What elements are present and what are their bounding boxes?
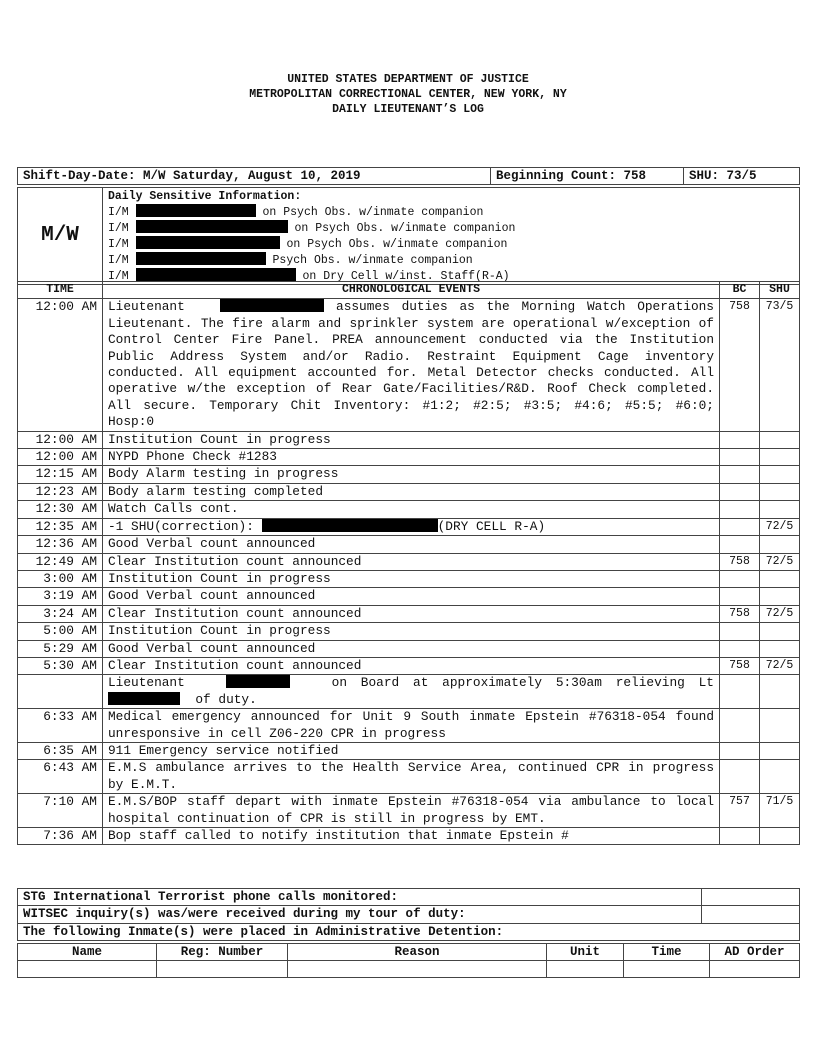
sensitive-line: I/M on Psych Obs. w/inmate companion — [108, 222, 516, 235]
log-event: Institution Count in progress — [103, 570, 720, 587]
log-bc: 758 — [720, 299, 760, 431]
log-shu — [760, 675, 800, 709]
log-bc — [720, 431, 760, 448]
ad-cell — [710, 961, 800, 978]
bc-header: BC — [720, 282, 760, 299]
table-row — [18, 553, 800, 570]
log-time: 12:00 AM — [18, 299, 103, 431]
log-time: 3:24 AM — [18, 605, 103, 622]
log-event: Watch Calls cont. — [103, 501, 720, 518]
redaction-block — [220, 299, 324, 312]
log-shu — [760, 501, 800, 518]
sensitive-line: I/M on Psych Obs. w/inmate companion — [108, 206, 484, 219]
log-event: 911 Emergency service notified — [103, 742, 720, 759]
log-shu — [760, 828, 800, 845]
document-header — [0, 72, 816, 117]
log-shu — [760, 742, 800, 759]
sensitive-info-table — [17, 187, 800, 285]
log-event: Good Verbal count announced — [103, 536, 720, 553]
table-row — [18, 299, 800, 431]
witsec-value — [702, 906, 800, 923]
header-log-title: DAILY LIEUTENANT’S LOG — [332, 103, 484, 116]
log-time: 12:36 AM — [18, 536, 103, 553]
log-shu — [760, 449, 800, 466]
ad-header-row — [18, 944, 800, 961]
log-shu: 71/5 — [760, 794, 800, 828]
ad-reason-header: Reason — [288, 944, 547, 961]
redaction-block — [262, 519, 438, 532]
ad-unit-header: Unit — [547, 944, 624, 961]
table-row — [18, 742, 800, 759]
log-bc — [720, 466, 760, 483]
log-shu — [760, 623, 800, 640]
redaction-block — [136, 252, 266, 265]
log-bc — [720, 536, 760, 553]
log-header-row — [18, 282, 800, 299]
ad-cell — [157, 961, 288, 978]
log-bc — [720, 828, 760, 845]
log-shu — [760, 570, 800, 587]
log-bc — [720, 501, 760, 518]
log-event: Lieutenant on Board at approximately 5:30am relieving Lt of duty. — [103, 675, 720, 709]
log-time: 5:30 AM — [18, 657, 103, 674]
log-time: 7:10 AM — [18, 794, 103, 828]
log-bc: 758 — [720, 657, 760, 674]
log-event: Clear Institution count announced — [103, 657, 720, 674]
log-bc — [720, 640, 760, 657]
admin-detention-label: The following Inmate(s) were placed in Administrative Detention: — [18, 923, 800, 940]
log-time: 6:35 AM — [18, 742, 103, 759]
redaction-block — [136, 268, 296, 281]
table-row — [18, 518, 800, 535]
ad-cell — [547, 961, 624, 978]
time-header: TIME — [18, 282, 103, 299]
log-event: E.M.S/BOP staff depart with inmate Epstein #76318-054 via ambulance to local hospital continuation of CPR is still in progress by EMT. — [103, 794, 720, 828]
log-event: Bop staff called to notify institution that inmate Epstein # — [103, 828, 720, 845]
beginning-count: Beginning Count: 758 — [491, 168, 684, 185]
log-event: Institution Count in progress — [103, 431, 720, 448]
log-bc — [720, 588, 760, 605]
log-bc — [720, 675, 760, 709]
shift-day-date: Shift-Day-Date: M/W Saturday, August 10, 2019 — [18, 168, 491, 185]
redaction-block — [136, 236, 280, 249]
ad-order-header: AD Order — [710, 944, 800, 961]
witsec-label: WITSEC inquiry(s) was/were received during my tour of duty: — [18, 906, 702, 923]
table-row — [18, 431, 800, 448]
table-row — [18, 588, 800, 605]
admin-detention-table — [17, 943, 800, 978]
log-event: Good Verbal count announced — [103, 640, 720, 657]
sensitive-line: I/M on Psych Obs. w/inmate companion — [108, 238, 508, 251]
chronological-log-table — [17, 281, 800, 845]
ad-cell — [18, 961, 157, 978]
log-event: Body alarm testing completed — [103, 483, 720, 500]
log-time: 6:33 AM — [18, 709, 103, 743]
log-time: 12:15 AM — [18, 466, 103, 483]
table-row — [18, 466, 800, 483]
log-time — [18, 675, 103, 709]
log-shu — [760, 640, 800, 657]
redaction-block — [136, 204, 256, 217]
header-agency: UNITED STATES DEPARTMENT OF JUSTICE — [287, 73, 529, 86]
sensitive-line: I/M Psych Obs. w/inmate companion — [108, 254, 473, 267]
table-row — [18, 605, 800, 622]
sensitive-title: Daily Sensitive Information: — [108, 190, 302, 203]
table-row — [18, 570, 800, 587]
table-row — [18, 657, 800, 674]
footer-table — [17, 888, 800, 941]
log-time: 12:49 AM — [18, 553, 103, 570]
shu-header: SHU — [760, 282, 800, 299]
table-row — [18, 961, 800, 978]
log-time: 6:43 AM — [18, 760, 103, 794]
table-row — [18, 501, 800, 518]
redaction-block — [136, 220, 288, 233]
ad-cell — [624, 961, 710, 978]
table-row — [18, 675, 800, 709]
stg-calls-value — [702, 889, 800, 906]
table-row — [18, 794, 800, 828]
ad-cell — [288, 961, 547, 978]
log-shu — [760, 709, 800, 743]
log-event: Institution Count in progress — [103, 623, 720, 640]
log-bc — [720, 449, 760, 466]
log-event: -1 SHU(correction): (DRY CELL R-A) — [103, 518, 720, 535]
log-time: 5:00 AM — [18, 623, 103, 640]
log-shu — [760, 466, 800, 483]
log-bc — [720, 483, 760, 500]
log-shu — [760, 483, 800, 500]
ad-name-header: Name — [18, 944, 157, 961]
table-row — [18, 623, 800, 640]
log-bc: 758 — [720, 605, 760, 622]
log-shu — [760, 536, 800, 553]
table-row — [18, 536, 800, 553]
log-event: Lieutenant assumes duties as the Morning Watch Operations Lieutenant. The fire alarm and sprinkler system are operational w/exception of Control Center Fire Panel. PREA announcement conducted via the Institution Public Address System and/or Radio. Restraint Equipment Cage inventory conducted. All equipment accounted for. Metal Detector checks conducted. All operative w/the exception of Rear Gate/Facilities/R&D. Roof Check completed. All secure. Temporary Chit Inventory: #1:2; #2:5; #3:5; #4:6; #5:5; #6:0; Hosp:0 — [103, 299, 720, 431]
log-shu: 72/5 — [760, 518, 800, 535]
log-shu: 72/5 — [760, 605, 800, 622]
table-row — [18, 760, 800, 794]
log-shu: 73/5 — [760, 299, 800, 431]
table-row — [18, 709, 800, 743]
log-time: 12:23 AM — [18, 483, 103, 500]
table-row — [18, 483, 800, 500]
watch-label: M/W — [18, 188, 103, 285]
log-shu: 72/5 — [760, 553, 800, 570]
stg-calls-label: STG International Terrorist phone calls monitored: — [18, 889, 702, 906]
log-time: 7:36 AM — [18, 828, 103, 845]
table-row — [18, 640, 800, 657]
log-bc: 757 — [720, 794, 760, 828]
log-shu — [760, 431, 800, 448]
log-event: Medical emergency announced for Unit 9 South inmate Epstein #76318-054 found unresponsive in cell Z06-220 CPR in progress — [103, 709, 720, 743]
log-time: 12:35 AM — [18, 518, 103, 535]
log-shu — [760, 760, 800, 794]
log-bc — [720, 518, 760, 535]
events-header: CHRONOLOGICAL EVENTS — [103, 282, 720, 299]
sensitive-info — [103, 188, 800, 285]
log-time: 3:19 AM — [18, 588, 103, 605]
table-row — [18, 449, 800, 466]
log-event: Clear Institution count announced — [103, 553, 720, 570]
log-time: 5:29 AM — [18, 640, 103, 657]
log-event: NYPD Phone Check #1283 — [103, 449, 720, 466]
log-bc: 758 — [720, 553, 760, 570]
log-time: 3:00 AM — [18, 570, 103, 587]
ad-time-header: Time — [624, 944, 710, 961]
log-time: 12:00 AM — [18, 431, 103, 448]
log-time: 12:30 AM — [18, 501, 103, 518]
log-time: 12:00 AM — [18, 449, 103, 466]
log-shu: 72/5 — [760, 657, 800, 674]
sensitive-line: I/M on Dry Cell w/inst. Staff(R-A) — [108, 270, 510, 283]
log-shu — [760, 588, 800, 605]
log-event: Clear Institution count announced — [103, 605, 720, 622]
log-event: Good Verbal count announced — [103, 588, 720, 605]
table-row — [18, 828, 800, 845]
log-bc — [720, 709, 760, 743]
redaction-block — [226, 675, 290, 688]
log-event: Body Alarm testing in progress — [103, 466, 720, 483]
redaction-block — [108, 692, 180, 705]
log-bc — [720, 760, 760, 794]
log-bc — [720, 623, 760, 640]
ad-reg-header: Reg: Number — [157, 944, 288, 961]
header-facility: METROPOLITAN CORRECTIONAL CENTER, NEW YORK, NY — [249, 88, 567, 101]
log-bc — [720, 742, 760, 759]
log-event: E.M.S ambulance arrives to the Health Service Area, continued CPR in progress by E.M.T. — [103, 760, 720, 794]
summary-table — [17, 167, 800, 185]
shu-count: SHU: 73/5 — [684, 168, 800, 185]
log-bc — [720, 570, 760, 587]
